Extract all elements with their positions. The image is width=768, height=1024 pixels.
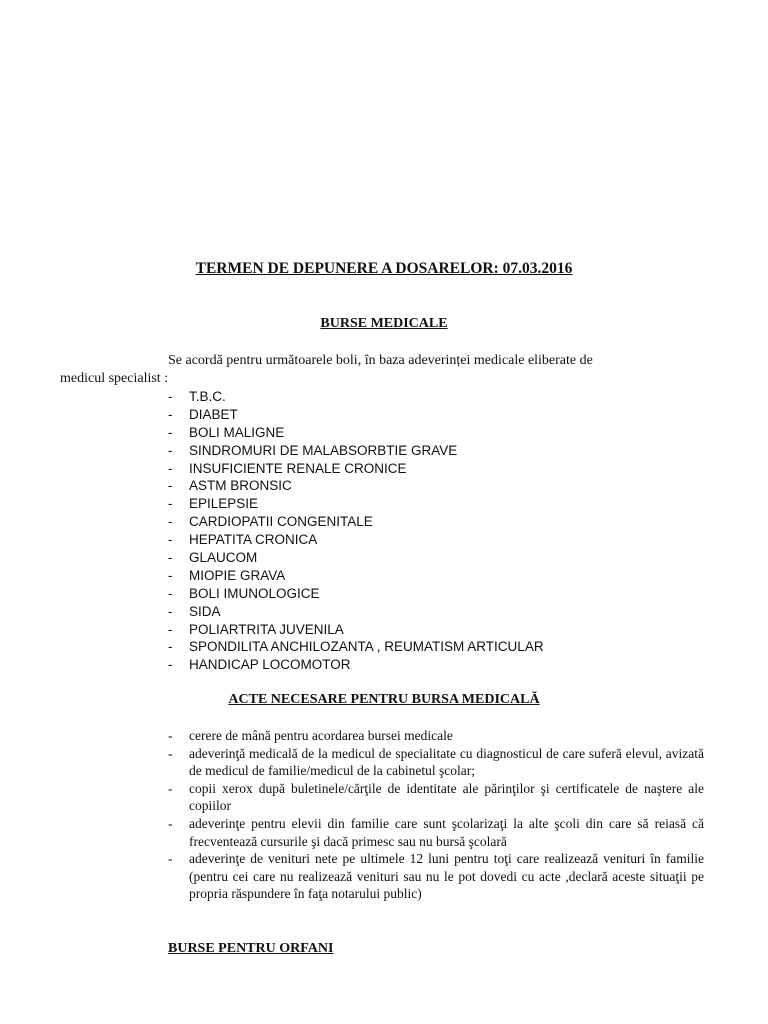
disease-list [168,388,544,674]
bullet-dash: - [168,745,173,761]
bullet-dash: - [168,815,173,831]
bullet-dash: - [168,585,173,601]
required-document-text: adeverinţe pentru elevii din familie care sunt şcolarizaţi la alte şcoli din care să reiasă că frecventează cursurile şi dacă primesc sau nu bursă şcolară [189,815,704,849]
disease-name: HEPATITA CRONICA [189,532,318,548]
bullet-dash: - [168,603,173,619]
section-heading-burse-orfani: BURSE PENTRU ORFANI [168,941,334,956]
list-item [168,621,544,639]
required-document-text: copii xerox după buletinele/cărţile de identitate ale părinţilor şi certificatele de naştere ale copiilor [189,780,704,814]
list-item [168,780,704,815]
disease-name: CARDIOPATII CONGENITALE [189,514,373,530]
list-item [168,406,544,424]
disease-name: ASTM BRONSIC [189,478,292,494]
required-document-text: adeverinţă medicală de la medicul de specialitate cu diagnosticul de care suferă elevul, avizată de medicul de familie/medicul de la cabinetul şcolar; [189,745,704,779]
list-item [168,585,544,603]
required-documents-list [168,727,704,903]
list-item [168,477,544,495]
required-document-text: adeverinţe de venituri nete pe ultimele 12 luni pentru toţi care realizează venituri în familie (pentru cei care nu realizează venituri sau nu le pot dovedi cu acte ,declară aceste situaţii pe propria răspundere în faţa notarului public) [189,851,704,902]
bullet-dash: - [168,728,173,743]
disease-name: POLIARTRITA JUVENILA [189,621,344,637]
list-item [168,850,704,903]
bullet-dash: - [168,851,173,867]
bullet-dash: - [168,460,173,476]
section-heading-burse-medicale: BURSE MEDICALE [320,316,448,331]
bullet-dash: - [168,406,173,422]
bullet-dash: - [168,478,173,494]
intro-text-line-2: medicul specialist : [60,371,169,386]
disease-name: DIABET [189,406,238,422]
bullet-dash: - [168,496,173,512]
bullet-dash: - [168,621,173,637]
disease-name: HANDICAP LOCOMOTOR [189,657,351,673]
bullet-dash: - [168,567,173,583]
list-item [168,745,704,780]
disease-name: EPILEPSIE [189,496,259,512]
list-item [168,603,544,621]
document-title: TERMEN DE DEPUNERE A DOSARELOR: 07.03.2016 [195,260,573,277]
disease-name: SIDA [189,603,221,619]
intro-text-line-1: Se acordă pentru următoarele boli, în baza adeverinței medicale eliberate de [168,353,593,368]
list-item [168,549,544,567]
disease-name: BOLI IMUNOLOGICE [189,585,320,601]
disease-name: SINDROMURI DE MALABSORBTIE GRAVE [189,442,458,458]
required-document-text: cerere de mână pentru acordarea bursei medicale [189,728,453,743]
list-item [168,513,544,531]
bullet-dash: - [168,550,173,566]
list-item [168,656,544,674]
list-item [168,442,544,460]
disease-name: BOLI MALIGNE [189,424,285,440]
list-item [168,727,704,745]
list-item [168,815,704,850]
bullet-dash: - [168,657,173,673]
section-heading-acte-necesare: ACTE NECESARE PENTRU BURSA MEDICALĂ [228,692,540,707]
disease-name: MIOPIE GRAVA [189,567,286,583]
disease-name: GLAUCOM [189,550,258,566]
bullet-dash: - [168,639,173,655]
bullet-dash: - [168,442,173,458]
list-item [168,531,544,549]
bullet-dash: - [168,514,173,530]
list-item [168,388,544,406]
disease-name: SPONDILITA ANCHILOZANTA , REUMATISM ARTICULAR [189,639,544,655]
list-item [168,424,544,442]
list-item [168,638,544,656]
list-item [168,460,544,478]
bullet-dash: - [168,780,173,796]
list-item [168,567,544,585]
bullet-dash: - [168,389,173,404]
disease-name: T.B.C. [189,389,226,404]
bullet-dash: - [168,532,173,548]
list-item [168,495,544,513]
disease-name: INSUFICIENTE RENALE CRONICE [189,460,407,476]
bullet-dash: - [168,424,173,440]
